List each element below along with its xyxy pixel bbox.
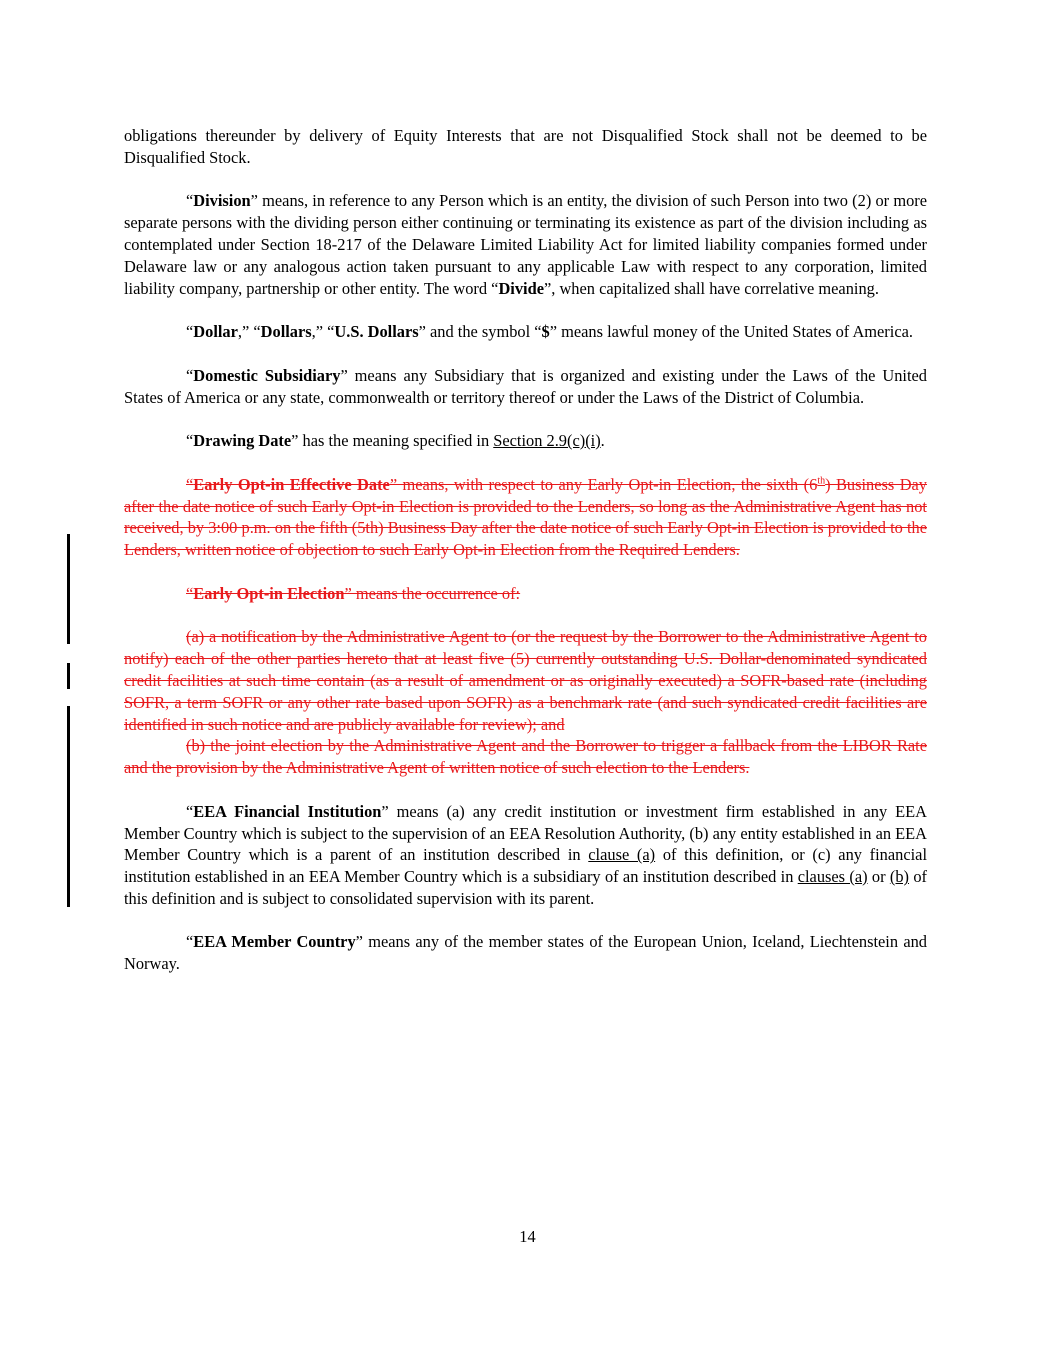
deleted-clause-b: (b) the joint election by the Administrative Agent and the Borrower to trigger a fallback from the LIBOR Rate and the provision by the Administrative Agent of written notice of such election to the Lenders. <box>124 736 927 778</box>
defined-term: EEA Member Country <box>193 932 356 952</box>
defined-term: Dollars <box>260 322 312 342</box>
deleted-clause-a: (a) a notification by the Administrative Agent to (or the request by the Borrower to the Administrative Agent to notify) each of the other parties hereto that at least five (5) currently outstanding U.S. Dollar-denominated syndicated credit facilities at such time contain (as a result of amendment or as originally executed) a SOFR-based rate (including SOFR, a term SOFR or any other rate based upon SOFR) as a benchmark rate (and such syndicated credit facilities are identified in such notice and are publicly available for review); and <box>124 627 927 734</box>
definition-domestic-subsidiary: “Domestic Subsidiary” means any Subsidiary that is organized and existing under the Laws of the United States of America or any state, commonwealth or territory thereof or under the Laws of the District of Columbia. <box>124 365 927 407</box>
definition-drawing-date: “Drawing Date” has the meaning specified in Section 2.9(c)(i). <box>186 431 605 451</box>
deleted-definition-early-opt-in-effective-date: “Early Opt-in Effective Date” means, with respect to any Early Opt-in Election, the sixth (6th) Business Day after the date notice of such Early Opt-in Election is provided to the Lenders, so long as the Administrative Agent has not received, by 3:00 p.m. on the fifth (5th) Business Day after the date notice of such Early Opt-in Election is provided to the Lenders, written notice of objection to such Early Opt-in Election from the Required Lenders. <box>124 474 928 560</box>
clause-reference: clauses (a) <box>797 867 868 887</box>
defined-term: Division <box>193 191 251 211</box>
definition-eea-member-country: “EEA Member Country” means any of the member states of the European Union, Iceland, Liechtenstein and Norway. <box>124 932 927 974</box>
section-reference: Section 2.9(c)(i) <box>493 431 601 451</box>
defined-term: Dollar <box>193 322 238 342</box>
page-number: 14 <box>519 1227 536 1246</box>
defined-term: EEA Financial Institution <box>193 801 382 821</box>
definition-dollar: “Dollar,” “Dollars,” “U.S. Dollars” and the symbol “$” means lawful money of the United States of America. <box>186 322 913 342</box>
defined-term: Divide <box>498 278 544 298</box>
change-bar <box>67 706 70 907</box>
defined-term: Drawing Date <box>193 431 292 451</box>
defined-term: Domestic Subsidiary <box>193 365 341 385</box>
defined-term: Early Opt-in Effective Date <box>193 474 390 494</box>
defined-term: Early Opt-in Election <box>193 583 345 603</box>
change-bar <box>67 663 70 689</box>
clause-reference: clause (a) <box>588 845 656 865</box>
defined-term: $ <box>541 322 550 342</box>
clause-reference: (b) <box>889 867 910 887</box>
paragraph-continuation: obligations thereunder by delivery of Equity Interests that are not Disqualified Stock shall not be deemed to be Disqualified Stock. <box>124 126 927 167</box>
definition-division: “Division” means, in reference to any Person which is an entity, the division of such Person into two (2) or more separate persons with the dividing person either continuing or terminating its existence as part of the division including as contemplated under Section 18-217 of the Delaware Limited Liability Act for limited liability companies formed under Delaware law or any analogous action taken pursuant to any applicable Law with respect to any corporation, limited liability company, partnership or other entity. The word “Divide”, when capitalized shall have correlative meaning. <box>124 191 927 298</box>
definition-eea-financial-institution: “EEA Financial Institution” means (a) any credit institution or investment firm established in any EEA Member Country which is subject to the supervision of an EEA Resolution Authority, (b) any entity established in an EEA Member Country which is a parent of an institution described in clause (a) of this definition, or (c) any financial institution established in an EEA Member Country which is a subsidiary of an institution described in clauses (a) or (b) of this definition and is subject to consolidated supervision with its parent. <box>124 801 927 908</box>
deleted-definition-early-opt-in-election: “Early Opt-in Election” means the occurrence of: <box>186 583 521 603</box>
change-bar <box>67 534 70 644</box>
document-page <box>124 125 927 997</box>
defined-term: U.S. Dollars <box>334 322 419 342</box>
